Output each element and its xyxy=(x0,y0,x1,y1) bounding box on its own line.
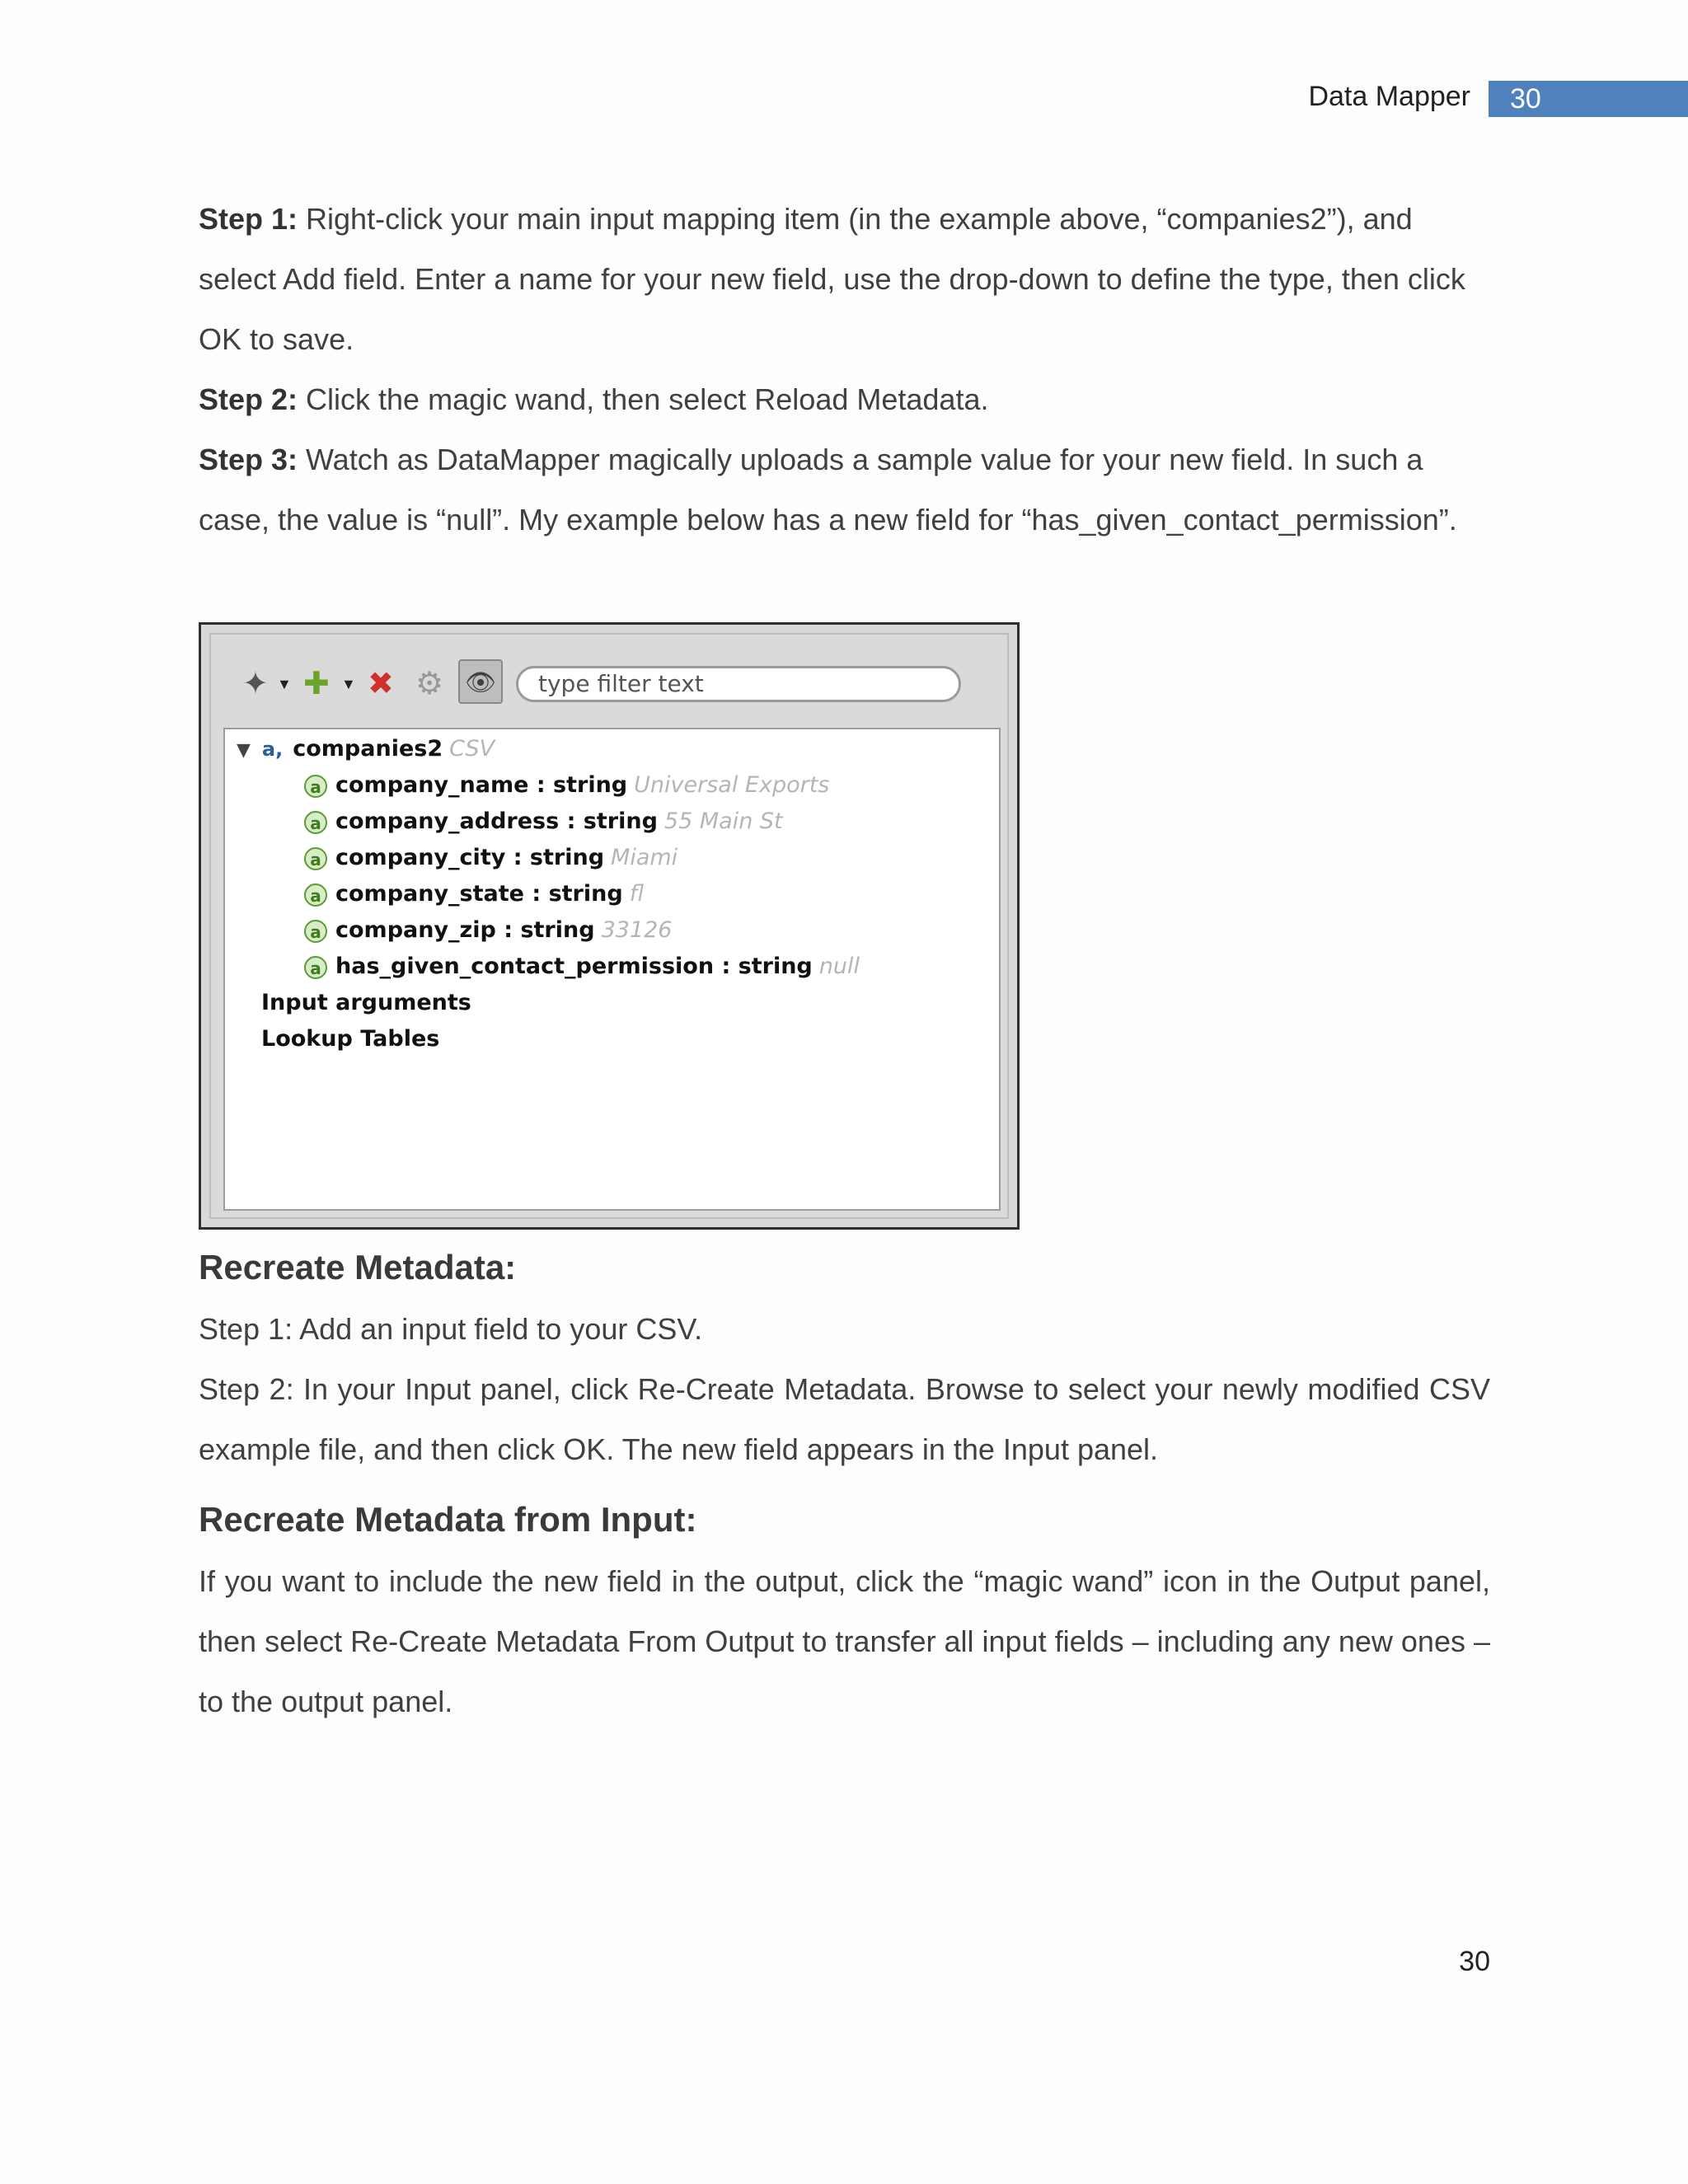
attribute-icon: a xyxy=(304,775,327,798)
chevron-down-icon[interactable]: ▼ xyxy=(277,676,292,692)
csv-icon: a, xyxy=(261,738,284,761)
field-name: company_name : string xyxy=(335,772,628,798)
step-3-label: Step 3: xyxy=(199,443,298,476)
delete-icon[interactable]: ✖ xyxy=(368,667,394,701)
field-value: null xyxy=(818,954,860,979)
header-page-number: 30 xyxy=(1489,81,1688,117)
field-name: has_given_contact_permission : string xyxy=(335,954,813,979)
section-paragraph: Step 1: Add an input field to your CSV. xyxy=(199,1312,703,1346)
section-paragraph: If you want to include the new field in the output, click the “magic wand” icon in the Output panel, then select Re-Create Metadata From Output to transfer all input fields – including any new ones – to the output panel. xyxy=(199,1564,1490,1718)
field-name: company_city : string xyxy=(335,845,605,870)
expand-triangle-icon[interactable]: ▼ xyxy=(237,740,251,761)
attribute-icon: a xyxy=(304,920,327,943)
step-1-label: Step 1: xyxy=(199,202,298,236)
tree-field[interactable] xyxy=(304,804,783,840)
step-2 xyxy=(199,369,1490,429)
tree-field[interactable] xyxy=(304,949,860,985)
field-name: company_zip : string xyxy=(335,917,595,943)
step-2-label: Step 2: xyxy=(199,382,298,416)
field-value: Miami xyxy=(611,845,678,870)
field-value: Universal Exports xyxy=(634,772,830,798)
tree-root[interactable] xyxy=(237,731,495,767)
chevron-down-icon[interactable]: ▼ xyxy=(341,676,356,692)
metadata-panel-screenshot xyxy=(199,622,1020,1230)
header-title: Data Mapper xyxy=(1308,81,1470,112)
steps-section xyxy=(199,189,1490,550)
panel-frame xyxy=(209,633,1009,1219)
tree-group-lookup-tables[interactable]: Lookup Tables xyxy=(261,1026,440,1052)
field-value: 33126 xyxy=(601,917,673,943)
panel-toolbar xyxy=(211,635,1007,721)
root-name: companies2 xyxy=(293,736,443,762)
field-value: fl xyxy=(629,881,645,907)
field-name: company_address : string xyxy=(335,808,658,834)
field-name: company_state : string xyxy=(335,881,623,907)
attribute-icon: a xyxy=(304,956,327,979)
root-type: CSV xyxy=(449,736,495,762)
recreate-metadata-from-input-section xyxy=(199,1500,1490,1732)
attribute-icon: a xyxy=(304,847,327,870)
tree-field[interactable] xyxy=(304,840,678,876)
section-heading: Recreate Metadata: xyxy=(199,1248,517,1286)
settings-icon[interactable]: ⚙ xyxy=(415,667,444,701)
tree-field[interactable] xyxy=(304,876,644,912)
section-paragraph: Step 2: In your Input panel, click Re-Create Metadata. Browse to select your newly modified CSV example file, and then click OK. The new field appears in the Input panel. xyxy=(199,1372,1490,1466)
step-3 xyxy=(199,429,1468,550)
section-heading: Recreate Metadata from Input: xyxy=(199,1500,697,1539)
footer-page-number: 30 xyxy=(1459,1946,1490,1977)
field-value: 55 Main St xyxy=(663,808,783,834)
attribute-icon: a xyxy=(304,811,327,834)
filter-input[interactable]: type filter text xyxy=(516,666,961,702)
add-icon[interactable]: ✚ xyxy=(303,667,330,701)
eye-icon[interactable]: 👁 xyxy=(458,659,503,704)
recreate-metadata-section xyxy=(199,1248,1490,1479)
tree-field[interactable] xyxy=(304,767,829,804)
tree-view xyxy=(223,728,1001,1211)
attribute-icon: a xyxy=(304,883,327,907)
tree-group-input-arguments[interactable]: Input arguments xyxy=(261,990,471,1015)
magic-wand-icon[interactable]: ✦ xyxy=(242,667,269,701)
step-1 xyxy=(199,189,1490,369)
step-1-text: Right-click your main input mapping item (in the example above, “companies2”), and select Add field. Enter a name for your new field, use the drop-down to define the type, then click OK to save. xyxy=(199,202,1465,356)
tree-field[interactable] xyxy=(304,912,672,949)
step-2-text: Click the magic wand, then select Reload Metadata. xyxy=(298,382,989,416)
step-3-text: Watch as DataMapper magically uploads a sample value for your new field. In such a case, the value is “null”. My example below has a new field for “has_given_contact_permission”. xyxy=(199,443,1457,537)
